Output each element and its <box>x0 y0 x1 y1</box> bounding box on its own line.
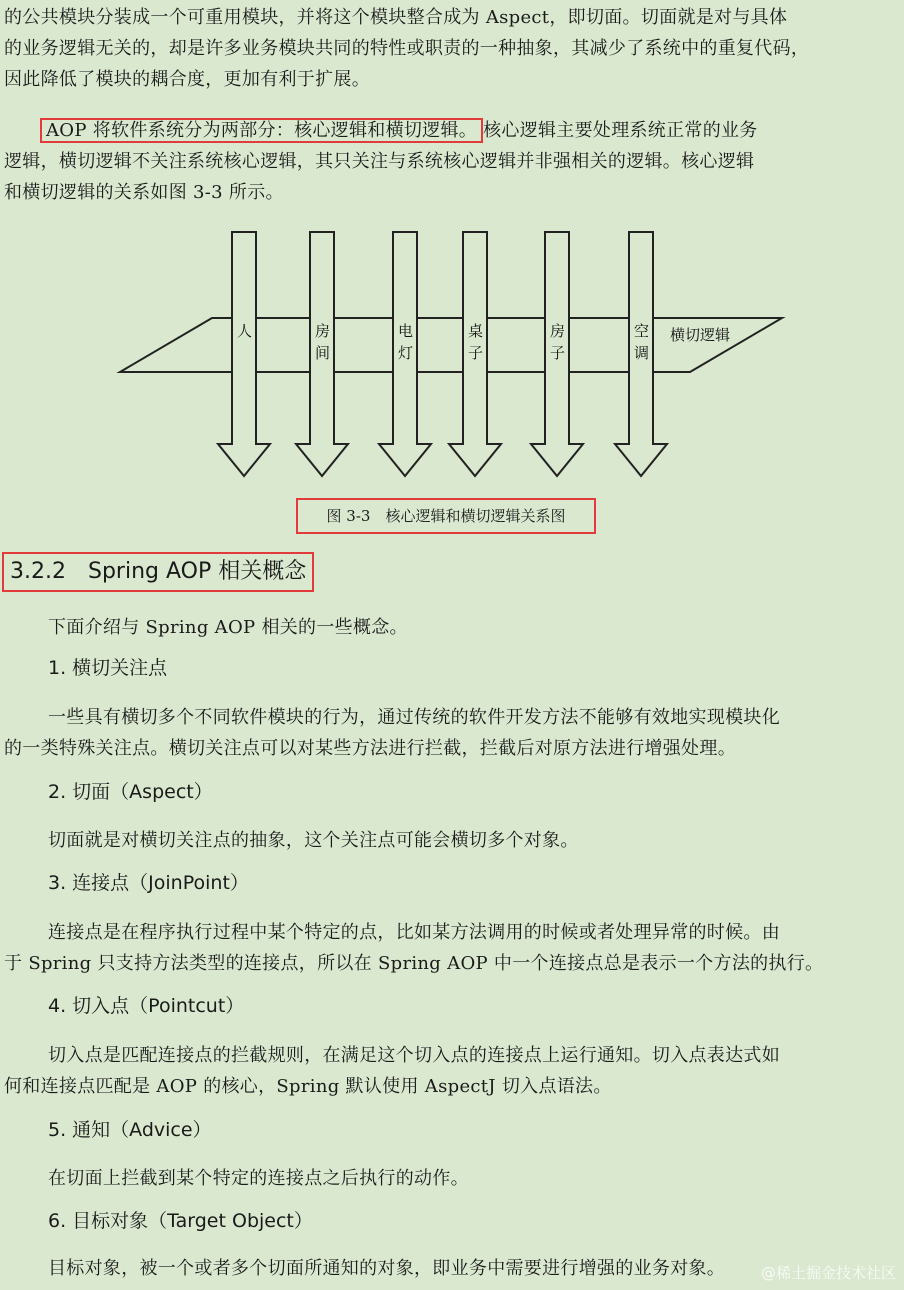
concept-title: 3. 连接点（JoinPoint） <box>48 872 249 894</box>
intro-paragraph-2 <box>4 115 900 208</box>
arrow-label: 子 <box>468 344 484 362</box>
concept-title: 4. 切入点（Pointcut） <box>48 995 245 1017</box>
text-fragment: 核心逻辑主要处理系统正常的业务 <box>483 120 758 141</box>
section-intro: 下面介绍与 Spring AOP 相关的一些概念。 <box>48 617 408 638</box>
text-line: 因此降低了模块的耦合度，更加有利于扩展。 <box>4 69 370 90</box>
text-line: 连接点是在程序执行过程中某个特定的点，比如某方法调用的时候或者处理异常的时候。由 <box>48 922 780 943</box>
concept-body: 目标对象，被一个或者多个切面所通知的对象，即业务中需要进行增强的业务对象。 <box>48 1258 726 1279</box>
text-line: 一些具有横切多个不同软件模块的行为，通过传统的软件开发方法不能够有效地实现模块化 <box>48 707 780 728</box>
arrow-label: 调 <box>634 344 650 362</box>
text-line: 的公共模块分装成一个可重用模块，并将这个模块整合成为 Aspect，即切面。切面就是对与具体 <box>4 7 788 28</box>
arrow-label: 间 <box>315 344 331 362</box>
arrow-label: 电 <box>398 322 414 340</box>
arrow-label: 房 <box>315 322 331 340</box>
arrow-label: 子 <box>550 344 566 362</box>
text-line: 逻辑，横切逻辑不关注系统核心逻辑，其只关注与系统核心逻辑并非强相关的逻辑。核心逻辑 <box>4 151 755 172</box>
concept-title: 6. 目标对象（Target Object） <box>48 1210 313 1232</box>
concept-body: 切面就是对横切关注点的抽象，这个关注点可能会横切多个对象。 <box>48 830 579 851</box>
concept-title: 5. 通知（Advice） <box>48 1119 212 1141</box>
text-line: 何和连接点匹配是 AOP 的核心，Spring 默认使用 AspectJ 切入点语法。 <box>4 1076 612 1097</box>
aop-diagram <box>0 222 904 484</box>
concept-title: 2. 切面（Aspect） <box>48 781 213 803</box>
text-line: 的业务逻辑无关的，却是许多业务模块共同的特性或职责的一种抽象，其减少了系统中的重复代码， <box>4 38 810 59</box>
arrow-label: 房 <box>550 322 566 340</box>
text-line <box>4 115 900 146</box>
plane-label: 横切逻辑 <box>670 326 731 344</box>
arrow-label: 人 <box>237 322 253 340</box>
arrow-label: 桌 <box>468 322 484 340</box>
text-line: 的一类特殊关注点。横切关注点可以对某些方法进行拦截，拦截后对原方法进行增强处理。 <box>4 738 736 759</box>
text-line: 于 Spring 只支持方法类型的连接点，所以在 Spring AOP 中一个连接点总是表示一个方法的执行。 <box>4 953 824 974</box>
intro-paragraph-1 <box>4 2 900 95</box>
concept-body <box>4 917 900 979</box>
text-line: 和横切逻辑的关系如图 3-3 所示。 <box>4 182 284 203</box>
arrow-label: 空 <box>634 322 650 340</box>
highlight-sentence: AOP 将软件系统分为两部分：核心逻辑和横切逻辑。 <box>40 118 483 143</box>
watermark: @稀土掘金技术社区 <box>760 1264 896 1282</box>
text-line: 切入点是匹配连接点的拦截规则，在满足这个切入点的连接点上运行通知。切入点表达式如 <box>48 1045 780 1066</box>
arrow-label: 灯 <box>398 344 414 362</box>
section-heading: 3.2.2 Spring AOP 相关概念 <box>2 552 314 592</box>
figure-caption: 图 3-3 核心逻辑和横切逻辑关系图 <box>296 498 596 534</box>
concept-body <box>4 702 900 764</box>
concept-body <box>4 1040 900 1102</box>
concept-title: 1. 横切关注点 <box>48 657 168 679</box>
concept-body: 在切面上拦截到某个特定的连接点之后执行的动作。 <box>48 1168 469 1189</box>
